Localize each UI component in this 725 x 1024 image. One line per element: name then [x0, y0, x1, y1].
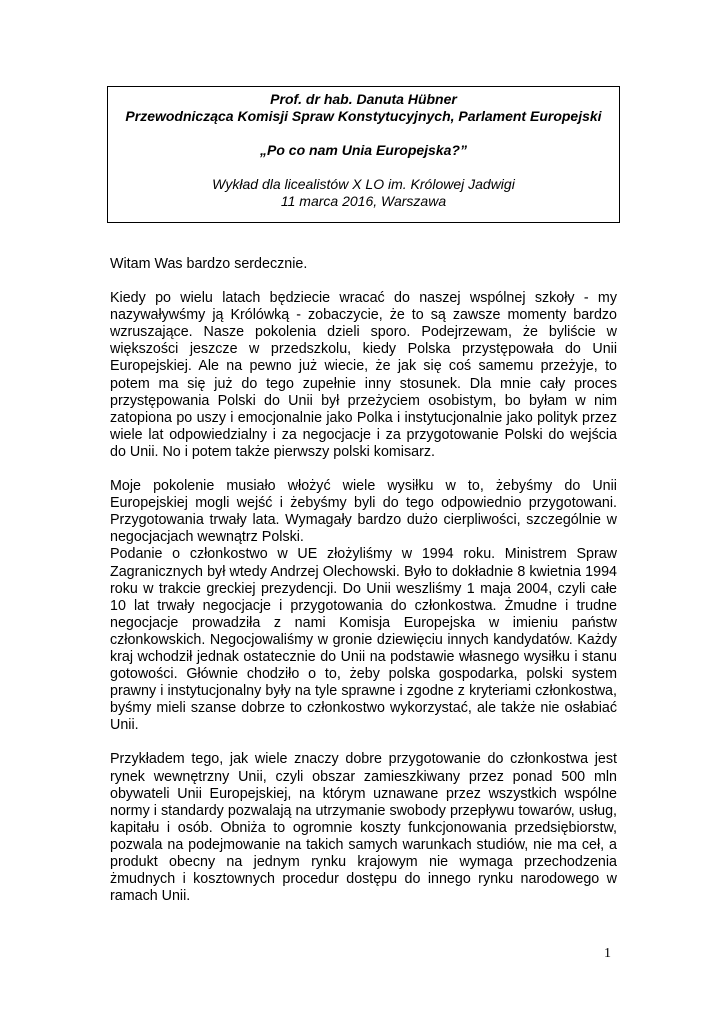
lecture-header-box — [107, 86, 620, 223]
paragraph: Przykładem tego, jak wiele znaczy dobre przygotowanie do członkostwa jest rynek wewnętrzny Unii, czyli obszar zamieszkiwany przez ponad 500 mln obywateli Unii Europejskiej, na którym uznawane przez wszystkich wspólne normy i standardy pozwalają na utrzymanie swobody przepływu towarów, usług, kapitału i osób. Obniża to ogromnie koszty funkcjonowania przedsiębiorstw, pozwala na podejmowanie na takich samych warunkach studiów, nie ma ceł, a produkt obecny na jednym rynku krajowym nie wymaga przechodzenia żmudnych i kosztownych procedur dostępu do innego rynku narodowego w ramach Unii. — [110, 751, 617, 905]
paragraph: Kiedy po wielu latach będziecie wracać do naszej wspólnej szkoły - my nazywaływśmy ją Królówką - zobaczycie, że to są zawsze momenty bardzo wzruszające. Nasze pokolenia dzieli sporo. Podejrzewam, że byliście w większości jeszcze w przedszkolu, kiedy Polska przystępowała do Unii Europejskiej. Ale na pewno już wiecie, że jak się coś samemu przeżyje, to potem ma się już do tego zupełnie inny stosunek. Dla mnie cały proces przystępowania Polski do Unii był przeżyciem osobistym, bo byłam w nim zatopiona po uszy i emocjonalnie jako Polka i instytucjonalnie jako polityk przez wiele lat odpowiedzialny i za negocjacje i za przygotowanie Polski do wejścia do Unii. No i potem także pierwszy polski komisarz. — [110, 290, 617, 460]
document-body — [110, 256, 617, 905]
header-spacer — [108, 125, 619, 142]
lecture-subtitle: Wykład dla licealistów X LO im. Królowej Jadwigi — [212, 176, 515, 192]
lecture-date-place: 11 marca 2016, Warszawa — [280, 193, 447, 209]
header-spacer — [108, 159, 619, 176]
lecture-title: „Po co nam Unia Europejska?” — [260, 142, 467, 158]
author-name: Prof. dr hab. Danuta Hübner — [270, 91, 457, 107]
greeting: Witam Was bardzo serdecznie. — [110, 256, 308, 272]
page-number: 1 — [604, 946, 611, 961]
author-position: Przewodnicząca Komisji Spraw Konstytucyjnych, Parlament Europejski — [125, 108, 602, 124]
paragraph: Moje pokolenie musiało włożyć wiele wysiłku w to, żebyśmy do Unii Europejskiej mogli wejść i żebyśmy byli do tego odpowiednio przygotowani. Przygotowania trwały lata. Wymagały bardzo dużo cierpliwości, szczególnie w negocjacjach wewnątrz Polski. — [110, 478, 617, 546]
paragraph: Podanie o członkostwo w UE złożyliśmy w 1994 roku. Ministrem Spraw Zagranicznych był wtedy Andrzej Olechowski. Było to dokładnie 8 kwietnia 1994 roku w trakcie greckiej prezydencji. Do Unii weszliśmy 1 maja 2004, czyli całe 10 lat trwały negocjacje i przygotowania do członkostwa. Żmudne i trudne negocjacje prowadziła z nami Komisja Europejska w imieniu państw członkowskich. Negocjowaliśmy w gronie dziewięciu innych kandydatów. Każdy kraj wchodził jednak ostatecznie do Unii na podstawie własnego wysiłku i stanu gotowości. Głównie chodziło o to, żeby polska gospodarka, polski system prawny i instytucjonalny były na tyle sprawne i zgodne z kryteriami członkostwa, byśmy mieli szanse dobrze to członkostwo wykorzystać, ale także nie osłabiać Unii. — [110, 546, 617, 734]
